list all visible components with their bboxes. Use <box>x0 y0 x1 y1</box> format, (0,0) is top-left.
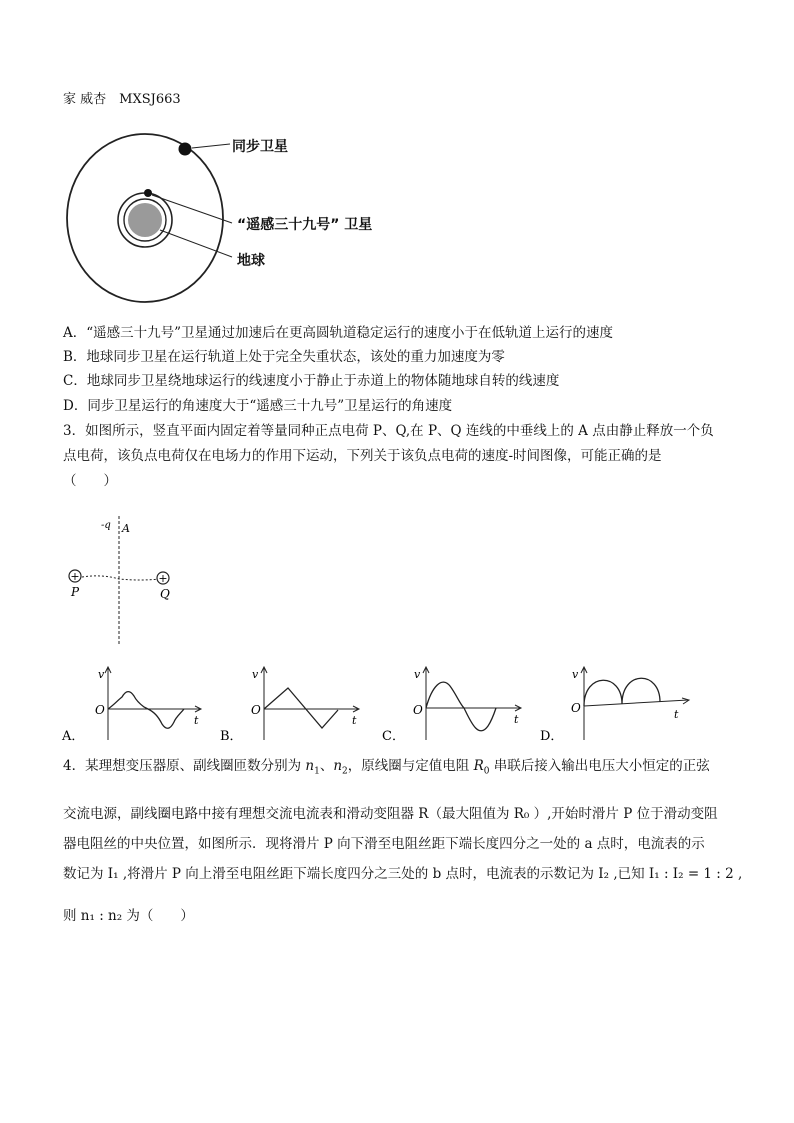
q4-line1-a: 4．某理想变压器原、副线圈匝数分别为 <box>63 758 306 774</box>
q4-n1-sub: 1 <box>314 766 320 777</box>
q4-line1 <box>63 757 710 781</box>
q4-n1: n <box>305 758 315 774</box>
q4-r0: R <box>473 758 484 774</box>
earth <box>128 203 162 237</box>
label-t: t <box>352 714 357 727</box>
label-v: v <box>98 668 105 681</box>
label-t: t <box>194 714 199 727</box>
label-t: t <box>674 708 679 721</box>
q4-r0-sub: 0 <box>483 766 490 777</box>
q3-stem-line3: （ ） <box>63 473 117 489</box>
orbit-figure <box>60 126 400 311</box>
q2-option-d: D．同步卫星运行的角速度大于“遥感三十九号”卫星运行的角速度 <box>63 398 453 414</box>
x-axis <box>584 700 688 706</box>
option-label: D． <box>540 729 564 744</box>
option-label: B． <box>220 729 243 744</box>
label-v: v <box>414 668 421 681</box>
label-p: P <box>71 585 80 599</box>
q4-sep: 、 <box>319 758 334 774</box>
label-q: Q <box>160 587 170 601</box>
curve <box>426 682 496 731</box>
label-o: O <box>251 703 261 717</box>
curve <box>108 692 184 729</box>
option-label: A． <box>62 729 85 744</box>
label-o: O <box>95 703 105 717</box>
label-earth: 地球 <box>237 253 265 269</box>
graph-b <box>218 664 368 744</box>
q4-line2: 交流电源，副线圈电路中接有理想交流电流表和滑动变阻器 R（最大阻值为 R₀ ）,开始时滑片 P 位于滑动变阻 <box>63 806 718 822</box>
label-neg-q: -q <box>101 520 111 531</box>
label-v: v <box>572 668 579 681</box>
q2-option-a: A．“遥感三十九号”卫星通过加速后在更高圆轨道稳定运行的速度小于在低轨道上运行的速度 <box>63 325 614 341</box>
label-a: A <box>122 522 130 535</box>
label-o: O <box>571 701 581 715</box>
charge-diagram <box>62 512 182 652</box>
q3-stem-line1: 3．如图所示，竖直平面内固定着等量同种正点电荷 P、Q,在 P、Q 连线的中垂线上的 A 点由静止释放一个负 <box>63 423 714 439</box>
pointer-sync <box>192 144 230 148</box>
q2-option-b: B．地球同步卫星在运行轨道上处于完全失重状态，该处的重力加速度为零 <box>63 349 505 365</box>
option-label: C． <box>382 729 405 744</box>
q4-n2-sub: 2 <box>342 766 348 777</box>
q4-line4: 数记为 I₁ ,将滑片 P 向上滑至电阻丝距下端长度四分之三处的 b 点时，电流表的示数记为 I₂ ,已知 I₁ : I₂ = 1 : 2 , <box>63 866 743 882</box>
q4-line3: 器电阻丝的中央位置，如图所示．现将滑片 P 向下滑至电阻丝距下端长度四分之一处的 a 点时，电流表的示 <box>63 836 705 852</box>
label-v: v <box>252 668 259 681</box>
curve <box>264 688 338 728</box>
q4-line1-c: 串联后接入输出电压大小恒定的正弦 <box>489 758 710 774</box>
q3-stem-line2: 点电荷，该负点电荷仅在电场力的作用下运动，下列关于该负点电荷的速度-时间图像，可能正确的是 <box>63 448 662 464</box>
graph-c <box>380 664 530 744</box>
yaogan-satellite <box>144 189 152 197</box>
graph-d <box>538 664 698 744</box>
q4-line5: 则 n₁ : n₂ 为（ ） <box>63 908 194 924</box>
label-yaogan-satellite: “遥感三十九号” 卫星 <box>237 217 373 233</box>
label-sync-satellite: 同步卫星 <box>232 139 288 155</box>
label-t: t <box>514 713 519 726</box>
q2-option-c: C．地球同步卫星绕地球运行的线速度小于静止于赤道上的物体随地球自转的线速度 <box>63 373 560 389</box>
label-o: O <box>413 703 423 717</box>
sync-satellite <box>179 143 192 156</box>
graph-a <box>60 664 210 744</box>
x-arrow <box>682 698 689 704</box>
header-text: 家 威杏 MXSJ663 <box>63 92 181 107</box>
charge-figure <box>62 512 182 652</box>
pq-connection <box>82 576 159 580</box>
charge-p-plus: + <box>70 570 80 583</box>
q4-n2: n <box>333 758 343 774</box>
charge-q-plus: + <box>158 572 168 585</box>
q4-line1-b: ，原线圈与定值电阻 <box>347 758 474 774</box>
